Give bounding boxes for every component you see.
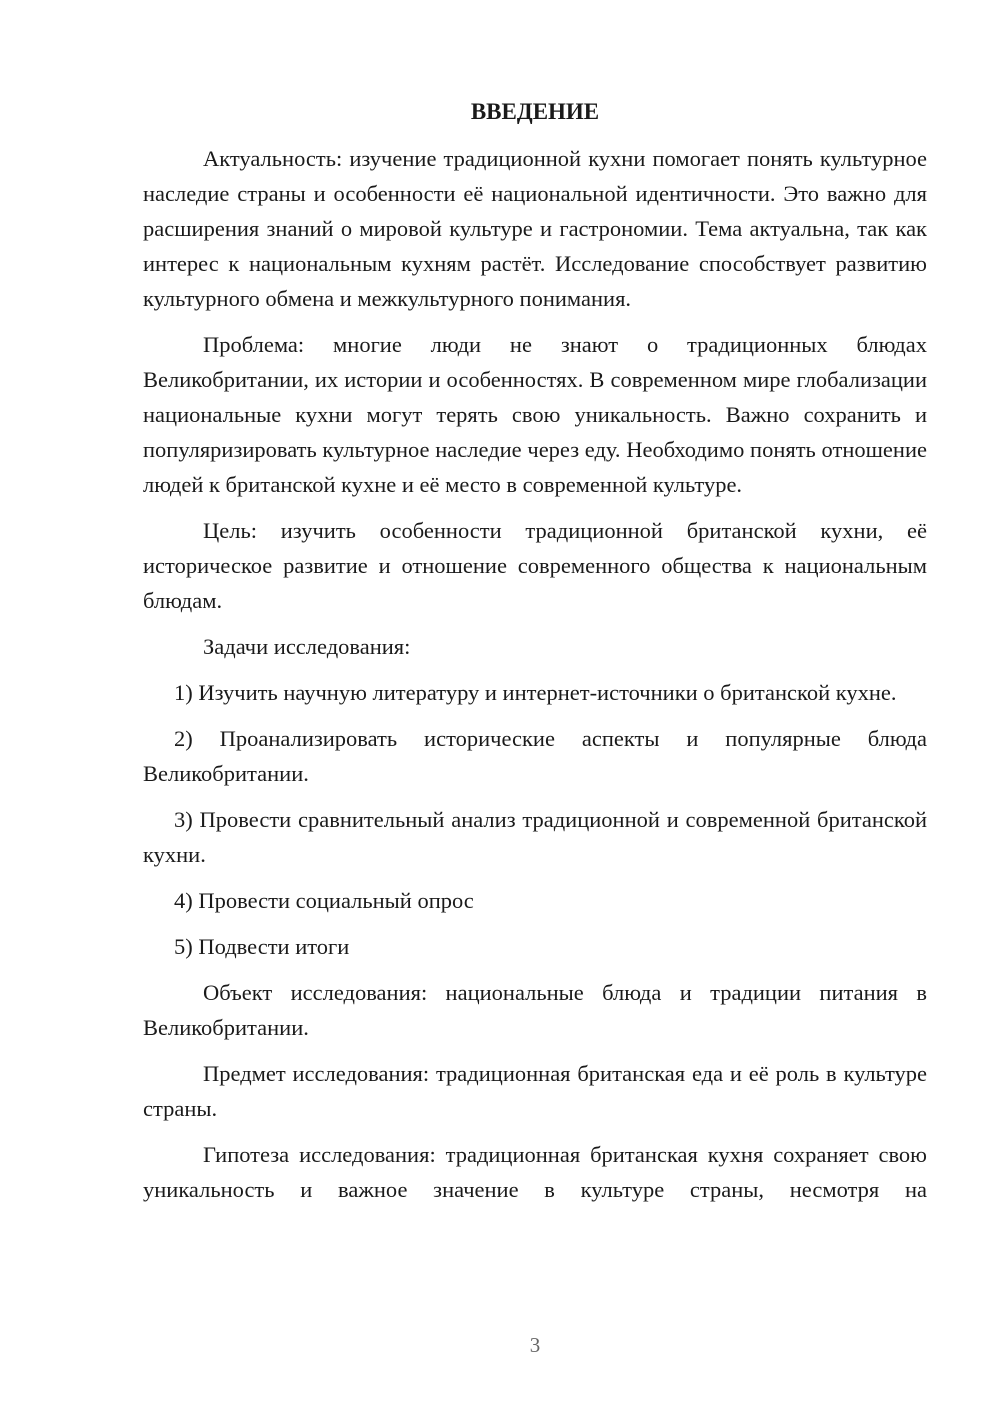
paragraph-subject: Предмет исследования: традиционная британская еда и её роль в культуре страны.: [143, 1061, 927, 1121]
tasks-heading: Задачи исследования:: [203, 634, 411, 659]
paragraph-object: Объект исследования: национальные блюда и традиции питания в Великобритании.: [143, 980, 927, 1040]
paragraph-problem: Проблема: многие люди не знают о традиционных блюдах Великобритании, их истории и особенностях. В современном мире глобализации национальные кухни могут терять свою уникальность. Важно сохранить и популяризировать культурное наследие через еду. Необходимо понять отношение людей к британской кухне и её место в современной культуре.: [143, 332, 927, 497]
task-item-3: 3) Провести сравнительный анализ традиционной и современной британской кухни.: [143, 807, 927, 867]
page-number: 3: [529, 1333, 541, 1357]
paragraph-relevance: Актуальность: изучение традиционной кухни помогает понять культурное наследие страны и особенности её национальной идентичности. Это важно для расширения знаний о мировой культуре и гастрономии. Тема актуальна, так как интерес к национальным кухням растёт. Исследование способствует развитию культурного обмена и межкультурного понимания.: [143, 146, 927, 311]
task-item-2: 2) Проанализировать исторические аспекты и популярные блюда Великобритании.: [143, 726, 927, 786]
task-item-1: 1) Изучить научную литературу и интернет-источники о британской кухне.: [174, 680, 897, 705]
task-item-5: 5) Подвести итоги: [174, 934, 350, 959]
paragraph-goal: Цель: изучить особенности традиционной британской кухни, её историческое развитие и отношение современного общества к национальным блюдам.: [143, 518, 927, 613]
document-page: [143, 95, 927, 1218]
paragraph-hypothesis: Гипотеза исследования: традиционная британская кухня сохраняет свою уникальность и важное значение в культуре страны, несмотря на: [143, 1142, 927, 1202]
section-title: ВВЕДЕНИЕ: [470, 99, 600, 124]
task-item-4: 4) Провести социальный опрос: [174, 888, 474, 913]
